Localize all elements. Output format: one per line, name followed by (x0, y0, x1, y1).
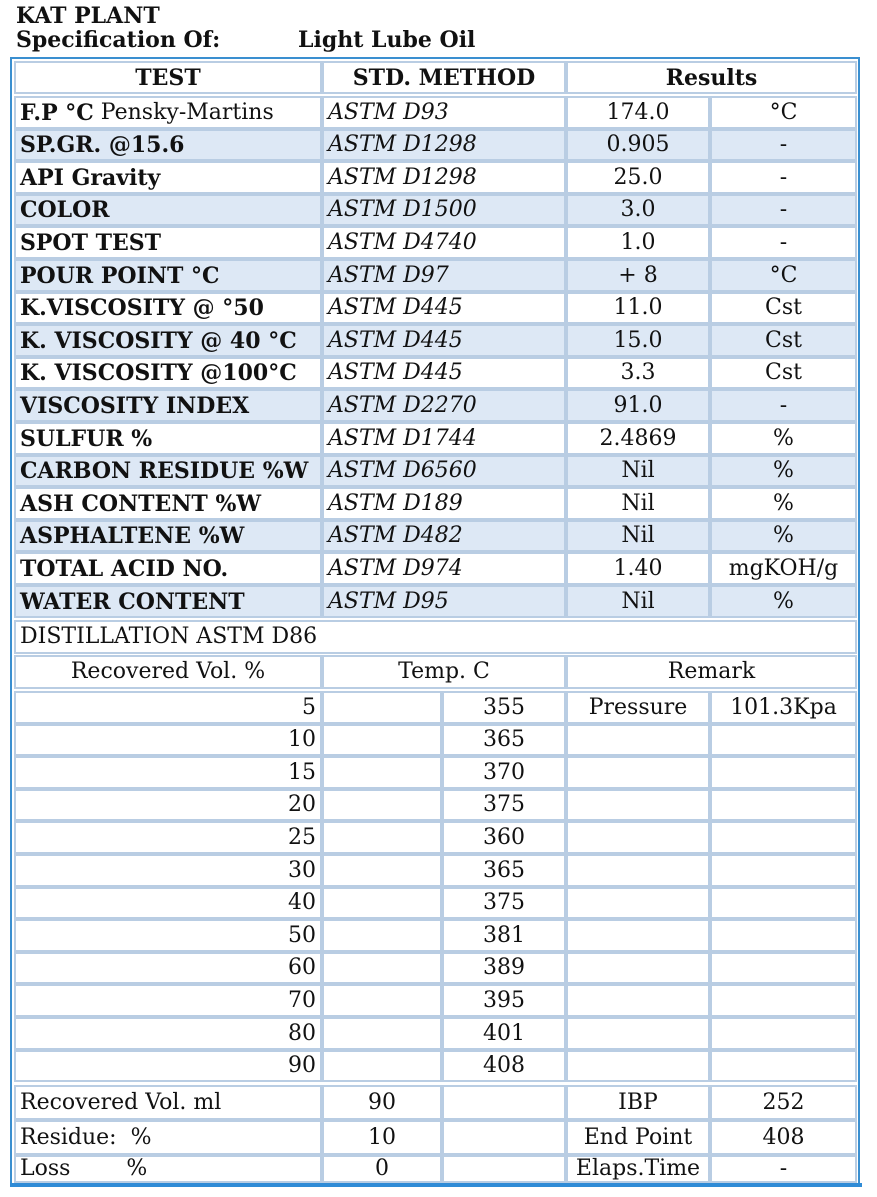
test-value: Nil (566, 520, 710, 552)
remark-empty (566, 887, 710, 919)
recovered-vol: 60 (14, 952, 322, 984)
remark-empty (566, 756, 710, 789)
remark-empty (710, 724, 857, 756)
test-unit: % (710, 520, 857, 552)
test-name: TOTAL ACID NO. (20, 555, 229, 582)
test-method: ASTM D95 (322, 585, 566, 618)
summary-key: IBP (566, 1085, 710, 1120)
test-unit: - (710, 226, 857, 259)
temp-spacer (322, 691, 442, 724)
test-name: SP.GR. @15.6 (20, 132, 185, 158)
summary-label: Recovered Vol. ml (14, 1085, 322, 1120)
temp-spacer (322, 1017, 442, 1050)
test-name: K. VISCOSITY @ 40 °C (20, 327, 297, 354)
summary-label: Loss % (14, 1155, 322, 1183)
remark-empty (710, 887, 857, 919)
test-method: ASTM D1298 (322, 161, 566, 194)
test-name-cell (14, 585, 322, 618)
test-method: ASTM D6560 (322, 455, 566, 487)
test-method: ASTM D445 (322, 324, 566, 357)
test-name-cell (14, 129, 322, 161)
distillation-header-temp: Temp. C (322, 655, 566, 689)
pressure-value: 101.3Kpa (710, 691, 857, 724)
test-method: ASTM D445 (322, 357, 566, 389)
summary-empty (442, 1155, 566, 1183)
remark-empty (566, 789, 710, 821)
test-value: 3.3 (566, 357, 710, 389)
temp-spacer (322, 887, 442, 919)
summary-value: 10 (322, 1120, 442, 1155)
recovered-temp: 370 (442, 756, 566, 789)
test-method: ASTM D1744 (322, 422, 566, 455)
test-value: 1.40 (566, 552, 710, 585)
test-method: ASTM D97 (322, 259, 566, 292)
distillation-title: DISTILLATION ASTM D86 (14, 620, 857, 654)
recovered-temp: 381 (442, 919, 566, 952)
test-name-cell (14, 226, 322, 259)
recovered-vol: 30 (14, 854, 322, 887)
remark-empty (566, 821, 710, 854)
test-unit: Cst (710, 357, 857, 389)
remark-empty (710, 756, 857, 789)
test-name-cell (14, 259, 322, 292)
test-value: 11.0 (566, 292, 710, 324)
remark-empty (710, 952, 857, 984)
test-value: 15.0 (566, 324, 710, 357)
recovered-temp: 355 (442, 691, 566, 724)
summary-key: End Point (566, 1120, 710, 1155)
recovered-vol: 70 (14, 984, 322, 1017)
summary-key: Elaps.Time (566, 1155, 710, 1183)
recovered-vol: 50 (14, 919, 322, 952)
recovered-vol: 15 (14, 756, 322, 789)
remark-empty (566, 724, 710, 756)
test-unit: % (710, 585, 857, 618)
test-unit: Cst (710, 324, 857, 357)
test-unit: % (710, 455, 857, 487)
test-unit: - (710, 194, 857, 226)
test-unit: - (710, 161, 857, 194)
test-value: + 8 (566, 259, 710, 292)
recovered-vol: 20 (14, 789, 322, 821)
test-method: ASTM D93 (322, 96, 566, 129)
test-name: F.P °C (20, 99, 94, 126)
recovered-temp: 360 (442, 821, 566, 854)
test-name-cell (14, 552, 322, 585)
product-name: Light Lube Oil (298, 27, 476, 53)
summary-key-value: - (710, 1155, 857, 1183)
remark-empty (566, 984, 710, 1017)
column-header-test: TEST (14, 61, 322, 94)
recovered-vol: 10 (14, 724, 322, 756)
test-method: ASTM D445 (322, 292, 566, 324)
remark-empty (566, 854, 710, 887)
summary-empty (442, 1120, 566, 1155)
recovered-temp: 401 (442, 1017, 566, 1050)
test-name: K. VISCOSITY @100°C (20, 360, 297, 386)
temp-spacer (322, 952, 442, 984)
remark-empty (710, 1050, 857, 1082)
recovered-vol: 90 (14, 1050, 322, 1082)
summary-key-value: 408 (710, 1120, 857, 1155)
test-value: 2.4869 (566, 422, 710, 455)
test-value: Nil (566, 585, 710, 618)
test-name-cell (14, 357, 322, 389)
test-unit: - (710, 389, 857, 422)
temp-spacer (322, 984, 442, 1017)
temp-spacer (322, 789, 442, 821)
test-value: 3.0 (566, 194, 710, 226)
column-header-method: STD. METHOD (322, 61, 566, 94)
temp-spacer (322, 756, 442, 789)
remark-empty (566, 1050, 710, 1082)
test-name-cell (14, 389, 322, 422)
summary-label: Residue: % (14, 1120, 322, 1155)
pressure-label: Pressure (566, 691, 710, 724)
summary-value: 90 (322, 1085, 442, 1120)
remark-empty (710, 789, 857, 821)
test-name: POUR POINT °C (20, 262, 220, 289)
test-unit: % (710, 487, 857, 520)
test-name: SULFUR % (20, 425, 153, 452)
test-method: ASTM D1500 (322, 194, 566, 226)
test-method: ASTM D2270 (322, 389, 566, 422)
remark-empty (710, 821, 857, 854)
test-name-cell (14, 520, 322, 552)
plant-title: KAT PLANT (16, 3, 160, 29)
recovered-temp: 395 (442, 984, 566, 1017)
test-name: COLOR (20, 197, 110, 223)
recovered-vol: 25 (14, 821, 322, 854)
page-bottom-rule (10, 1183, 862, 1187)
remark-empty (566, 919, 710, 952)
test-name: API Gravity (20, 164, 161, 191)
test-name-cell (14, 161, 322, 194)
test-name: VISCOSITY INDEX (20, 392, 250, 419)
remark-empty (566, 952, 710, 984)
test-method: ASTM D1298 (322, 129, 566, 161)
column-header-results: Results (566, 61, 857, 94)
recovered-vol: 40 (14, 887, 322, 919)
test-name: K.VISCOSITY @ °50 (20, 295, 264, 321)
recovered-temp: 375 (442, 887, 566, 919)
remark-empty (566, 1017, 710, 1050)
test-value: 0.905 (566, 129, 710, 161)
test-value: Nil (566, 455, 710, 487)
test-value: 174.0 (566, 96, 710, 129)
recovered-temp: 365 (442, 854, 566, 887)
test-method: ASTM D482 (322, 520, 566, 552)
recovered-vol: 5 (14, 691, 322, 724)
recovered-vol: 80 (14, 1017, 322, 1050)
test-name-cell (14, 96, 322, 129)
summary-value: 0 (322, 1155, 442, 1183)
test-value: Nil (566, 487, 710, 520)
temp-spacer (322, 724, 442, 756)
test-unit: % (710, 422, 857, 455)
recovered-temp: 375 (442, 789, 566, 821)
test-unit: Cst (710, 292, 857, 324)
test-name: ASPHALTENE %W (20, 523, 245, 549)
spec-label: Specification Of: (16, 27, 221, 53)
test-unit: - (710, 129, 857, 161)
test-name: ASH CONTENT %W (20, 490, 262, 517)
test-name: CARBON RESIDUE %W (20, 458, 309, 484)
test-name-cell (14, 194, 322, 226)
test-method: ASTM D189 (322, 487, 566, 520)
temp-spacer (322, 854, 442, 887)
summary-key-value: 252 (710, 1085, 857, 1120)
test-method: ASTM D4740 (322, 226, 566, 259)
test-name-cell (14, 422, 322, 455)
test-value: 91.0 (566, 389, 710, 422)
test-name-extra: Pensky-Martins (93, 99, 274, 125)
test-value: 1.0 (566, 226, 710, 259)
distillation-header-recovered: Recovered Vol. % (14, 655, 322, 689)
test-name: WATER CONTENT (20, 588, 245, 615)
test-unit: °C (710, 96, 857, 129)
test-name-cell (14, 455, 322, 487)
summary-empty (442, 1085, 566, 1120)
test-name: SPOT TEST (20, 229, 162, 256)
temp-spacer (322, 919, 442, 952)
temp-spacer (322, 821, 442, 854)
test-unit: mgKOH/g (710, 552, 857, 585)
test-name-cell (14, 292, 322, 324)
remark-empty (710, 1017, 857, 1050)
test-value: 25.0 (566, 161, 710, 194)
remark-empty (710, 919, 857, 952)
test-method: ASTM D974 (322, 552, 566, 585)
distillation-header-remark: Remark (566, 655, 857, 689)
test-unit: °C (710, 259, 857, 292)
test-name-cell (14, 487, 322, 520)
recovered-temp: 365 (442, 724, 566, 756)
remark-empty (710, 854, 857, 887)
remark-empty (710, 984, 857, 1017)
recovered-temp: 389 (442, 952, 566, 984)
test-name-cell (14, 324, 322, 357)
temp-spacer (322, 1050, 442, 1082)
recovered-temp: 408 (442, 1050, 566, 1082)
